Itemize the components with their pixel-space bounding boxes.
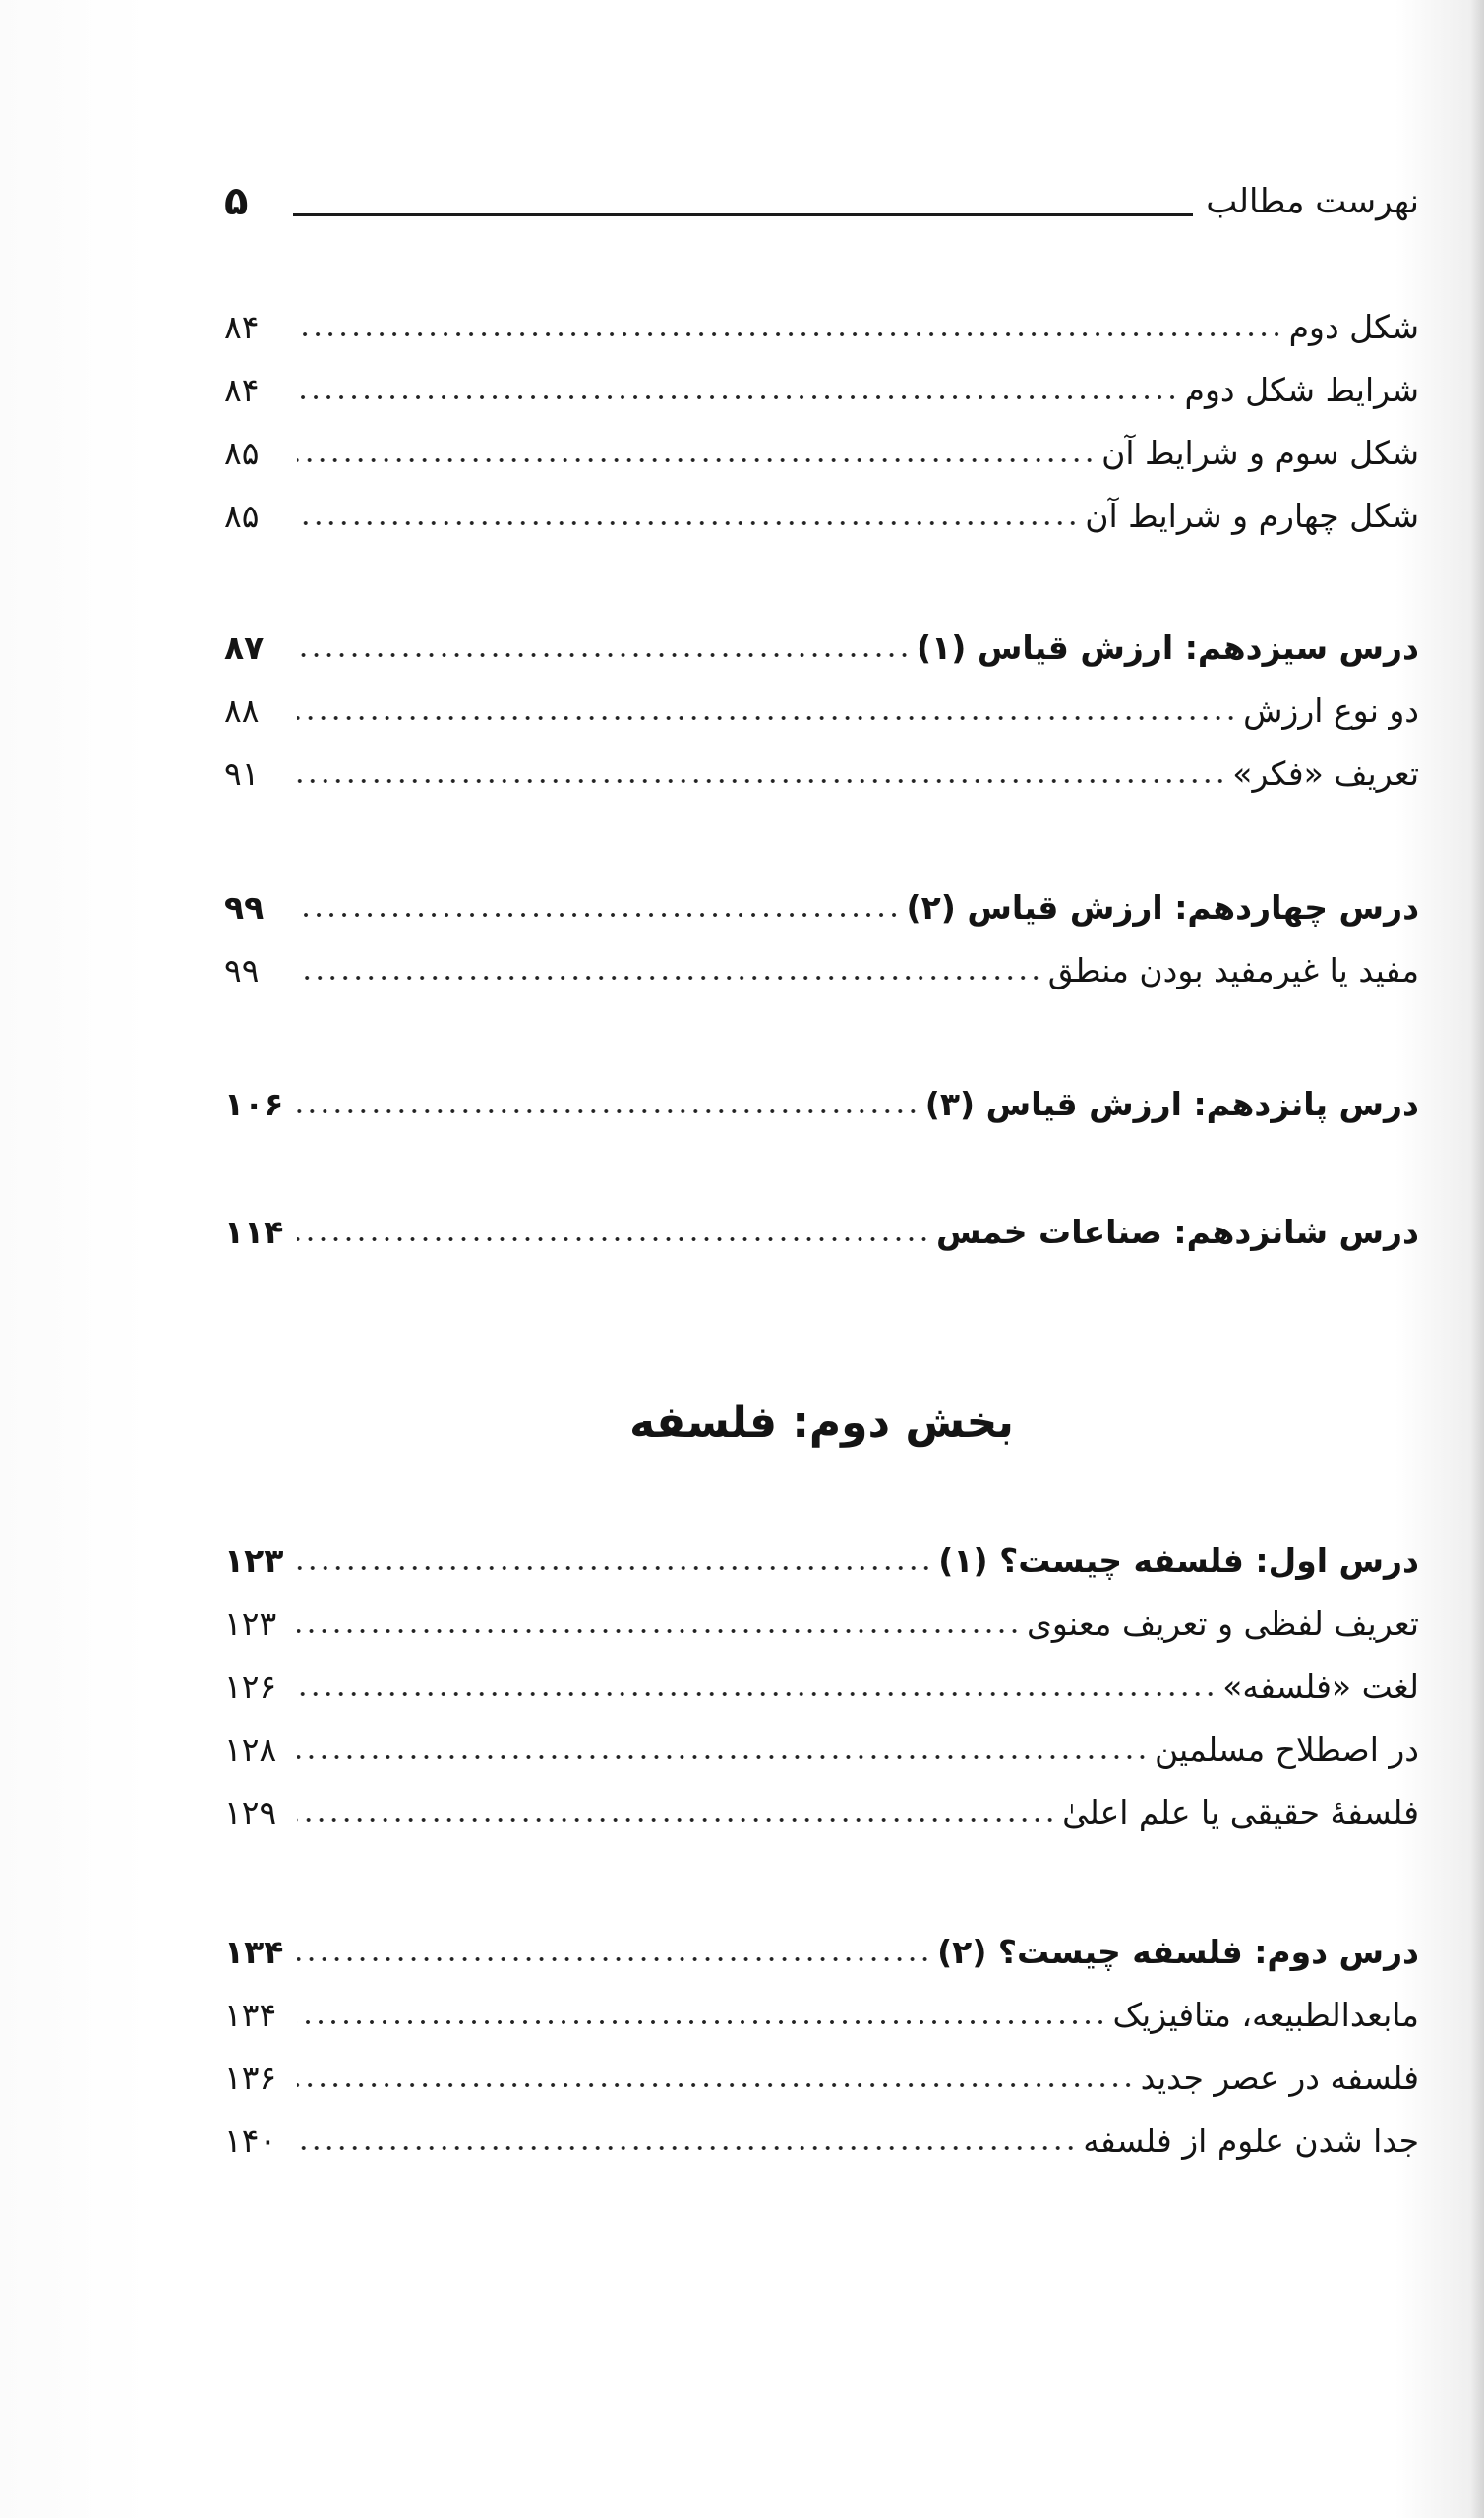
toc-entry[interactable]: [224, 364, 1419, 417]
toc-entry-title: درس چهاردهم: ارزش قیاس (۲): [906, 888, 1419, 927]
toc-entry-title: شکل دوم: [1288, 308, 1419, 346]
toc-entry-page: ۹۹: [224, 951, 260, 989]
dot-leader: [297, 777, 1226, 785]
dot-leader: [297, 1564, 932, 1572]
dot-leader: [297, 330, 1283, 338]
toc-entry-title: فلسفه در عصر جدید: [1140, 2059, 1419, 2097]
toc-lesson-entry[interactable]: [224, 1534, 1419, 1588]
toc-entry-page: ۸۴: [224, 371, 260, 409]
toc-lesson-entry[interactable]: [224, 881, 1419, 934]
toc-entry-title: تعریف «فکر»: [1232, 754, 1419, 793]
toc-entry-page: ۱۱۴: [224, 1213, 284, 1251]
toc-entry-title: جدا شدن علوم از فلسفه: [1083, 2122, 1419, 2160]
toc-entry[interactable]: [224, 301, 1419, 354]
dot-leader: [297, 2081, 1135, 2089]
toc-lesson-entry[interactable]: [224, 1926, 1419, 1979]
toc-entry-page: ۸۷: [224, 629, 265, 667]
dot-leader: [297, 974, 1042, 982]
toc-entry-title: درس پانزدهم: ارزش قیاس (۳): [924, 1085, 1419, 1123]
dot-leader: [297, 651, 911, 659]
toc-entry-page: ۸۴: [224, 308, 260, 346]
toc-entry[interactable]: [224, 1786, 1419, 1839]
header-title: نهرست مطالب: [1206, 182, 1419, 221]
dot-leader: [297, 911, 901, 919]
header-rule: [293, 213, 1193, 216]
toc-entry-page: ۱۳۴: [224, 1996, 277, 2034]
toc-entry-page: ۱۲۳: [224, 1541, 284, 1580]
dot-leader: [297, 2018, 1107, 2026]
toc-entry[interactable]: [224, 1660, 1419, 1713]
toc-entry-title: تعریف لفظی و تعریف معنوی: [1027, 1604, 1419, 1643]
toc-entry-page: ۱۲۹: [224, 1793, 277, 1831]
toc-entry[interactable]: [224, 2115, 1419, 2168]
toc-entry[interactable]: [224, 1723, 1419, 1776]
dot-leader: [297, 1235, 930, 1243]
toc-entry-page: ۱۲۶: [224, 1667, 277, 1706]
dot-leader: [297, 519, 1079, 527]
toc-entry-title: لغت «فلسفه»: [1222, 1667, 1419, 1706]
toc-entry-page: ۱۰۶: [224, 1085, 284, 1123]
toc-entry-page: ۸۸: [224, 691, 260, 730]
toc-entry-title: شکل چهارم و شرایط آن: [1085, 497, 1419, 535]
dot-leader: [297, 1108, 920, 1115]
dot-leader: [297, 1627, 1021, 1635]
toc-entry-page: ۱۴۰: [224, 2122, 277, 2160]
dot-leader: [297, 2144, 1077, 2152]
toc-entry-page: ۱۲۸: [224, 1730, 277, 1769]
dot-leader: [297, 456, 1096, 464]
header-page-number: ۵: [224, 179, 249, 224]
toc-lesson-entry[interactable]: [224, 622, 1419, 675]
toc-entry-page: ۱۳۴: [224, 1933, 284, 1971]
running-header: [224, 172, 1419, 241]
toc-entry-title: درس شانزدهم: صناعات خمس: [936, 1213, 1419, 1251]
toc-lesson-entry[interactable]: [224, 1078, 1419, 1131]
toc-entry-title: مفید یا غیرمفید بودن منطق: [1047, 951, 1419, 989]
dot-leader: [297, 1690, 1217, 1698]
toc-entry-page: ۸۵: [224, 497, 260, 535]
toc-entry[interactable]: [224, 944, 1419, 997]
dot-leader: [297, 714, 1237, 722]
dot-leader: [297, 1816, 1056, 1824]
toc-entry-title: درس اول: فلسفه چیست؟ (۱): [938, 1541, 1419, 1580]
toc-entry-title: مابعدالطبیعه، متافیزیک: [1112, 1996, 1419, 2034]
toc-entry-title: شرایط شکل دوم: [1184, 371, 1419, 409]
toc-entry-title: دو نوع ارزش: [1243, 691, 1419, 730]
toc-entry-page: ۹۱: [224, 754, 260, 793]
toc-entry-title: درس دوم: فلسفه چیست؟ (۲): [937, 1933, 1419, 1971]
toc-entry[interactable]: [224, 685, 1419, 738]
toc-entry-title: فلسفهٔ حقیقی یا علم اعلیٰ: [1062, 1793, 1419, 1831]
dot-leader: [297, 393, 1179, 401]
toc-entry[interactable]: [224, 427, 1419, 480]
toc-entry[interactable]: [224, 490, 1419, 543]
toc-entry-page: ۹۹: [224, 888, 265, 927]
page-edge-shadow: [1470, 0, 1484, 2518]
toc-entry[interactable]: [224, 2052, 1419, 2105]
dot-leader: [297, 1753, 1149, 1761]
dot-leader: [297, 1955, 931, 1963]
section-heading: بخش دوم: فلسفه: [629, 1398, 1014, 1448]
toc-entry-title: شکل سوم و شرایط آن: [1101, 434, 1419, 472]
toc-entry-title: درس سیزدهم: ارزش قیاس (۱): [917, 629, 1419, 667]
toc-entry-page: ۸۵: [224, 434, 260, 472]
toc-lesson-entry[interactable]: [224, 1206, 1419, 1259]
toc-entry[interactable]: [224, 748, 1419, 801]
toc-entry-title: در اصطلاح مسلمین: [1154, 1730, 1419, 1769]
toc-entry-page: ۱۲۳: [224, 1604, 277, 1643]
toc-entry-page: ۱۳۶: [224, 2059, 277, 2097]
toc-entry[interactable]: [224, 1989, 1419, 2042]
toc-entry[interactable]: [224, 1597, 1419, 1650]
